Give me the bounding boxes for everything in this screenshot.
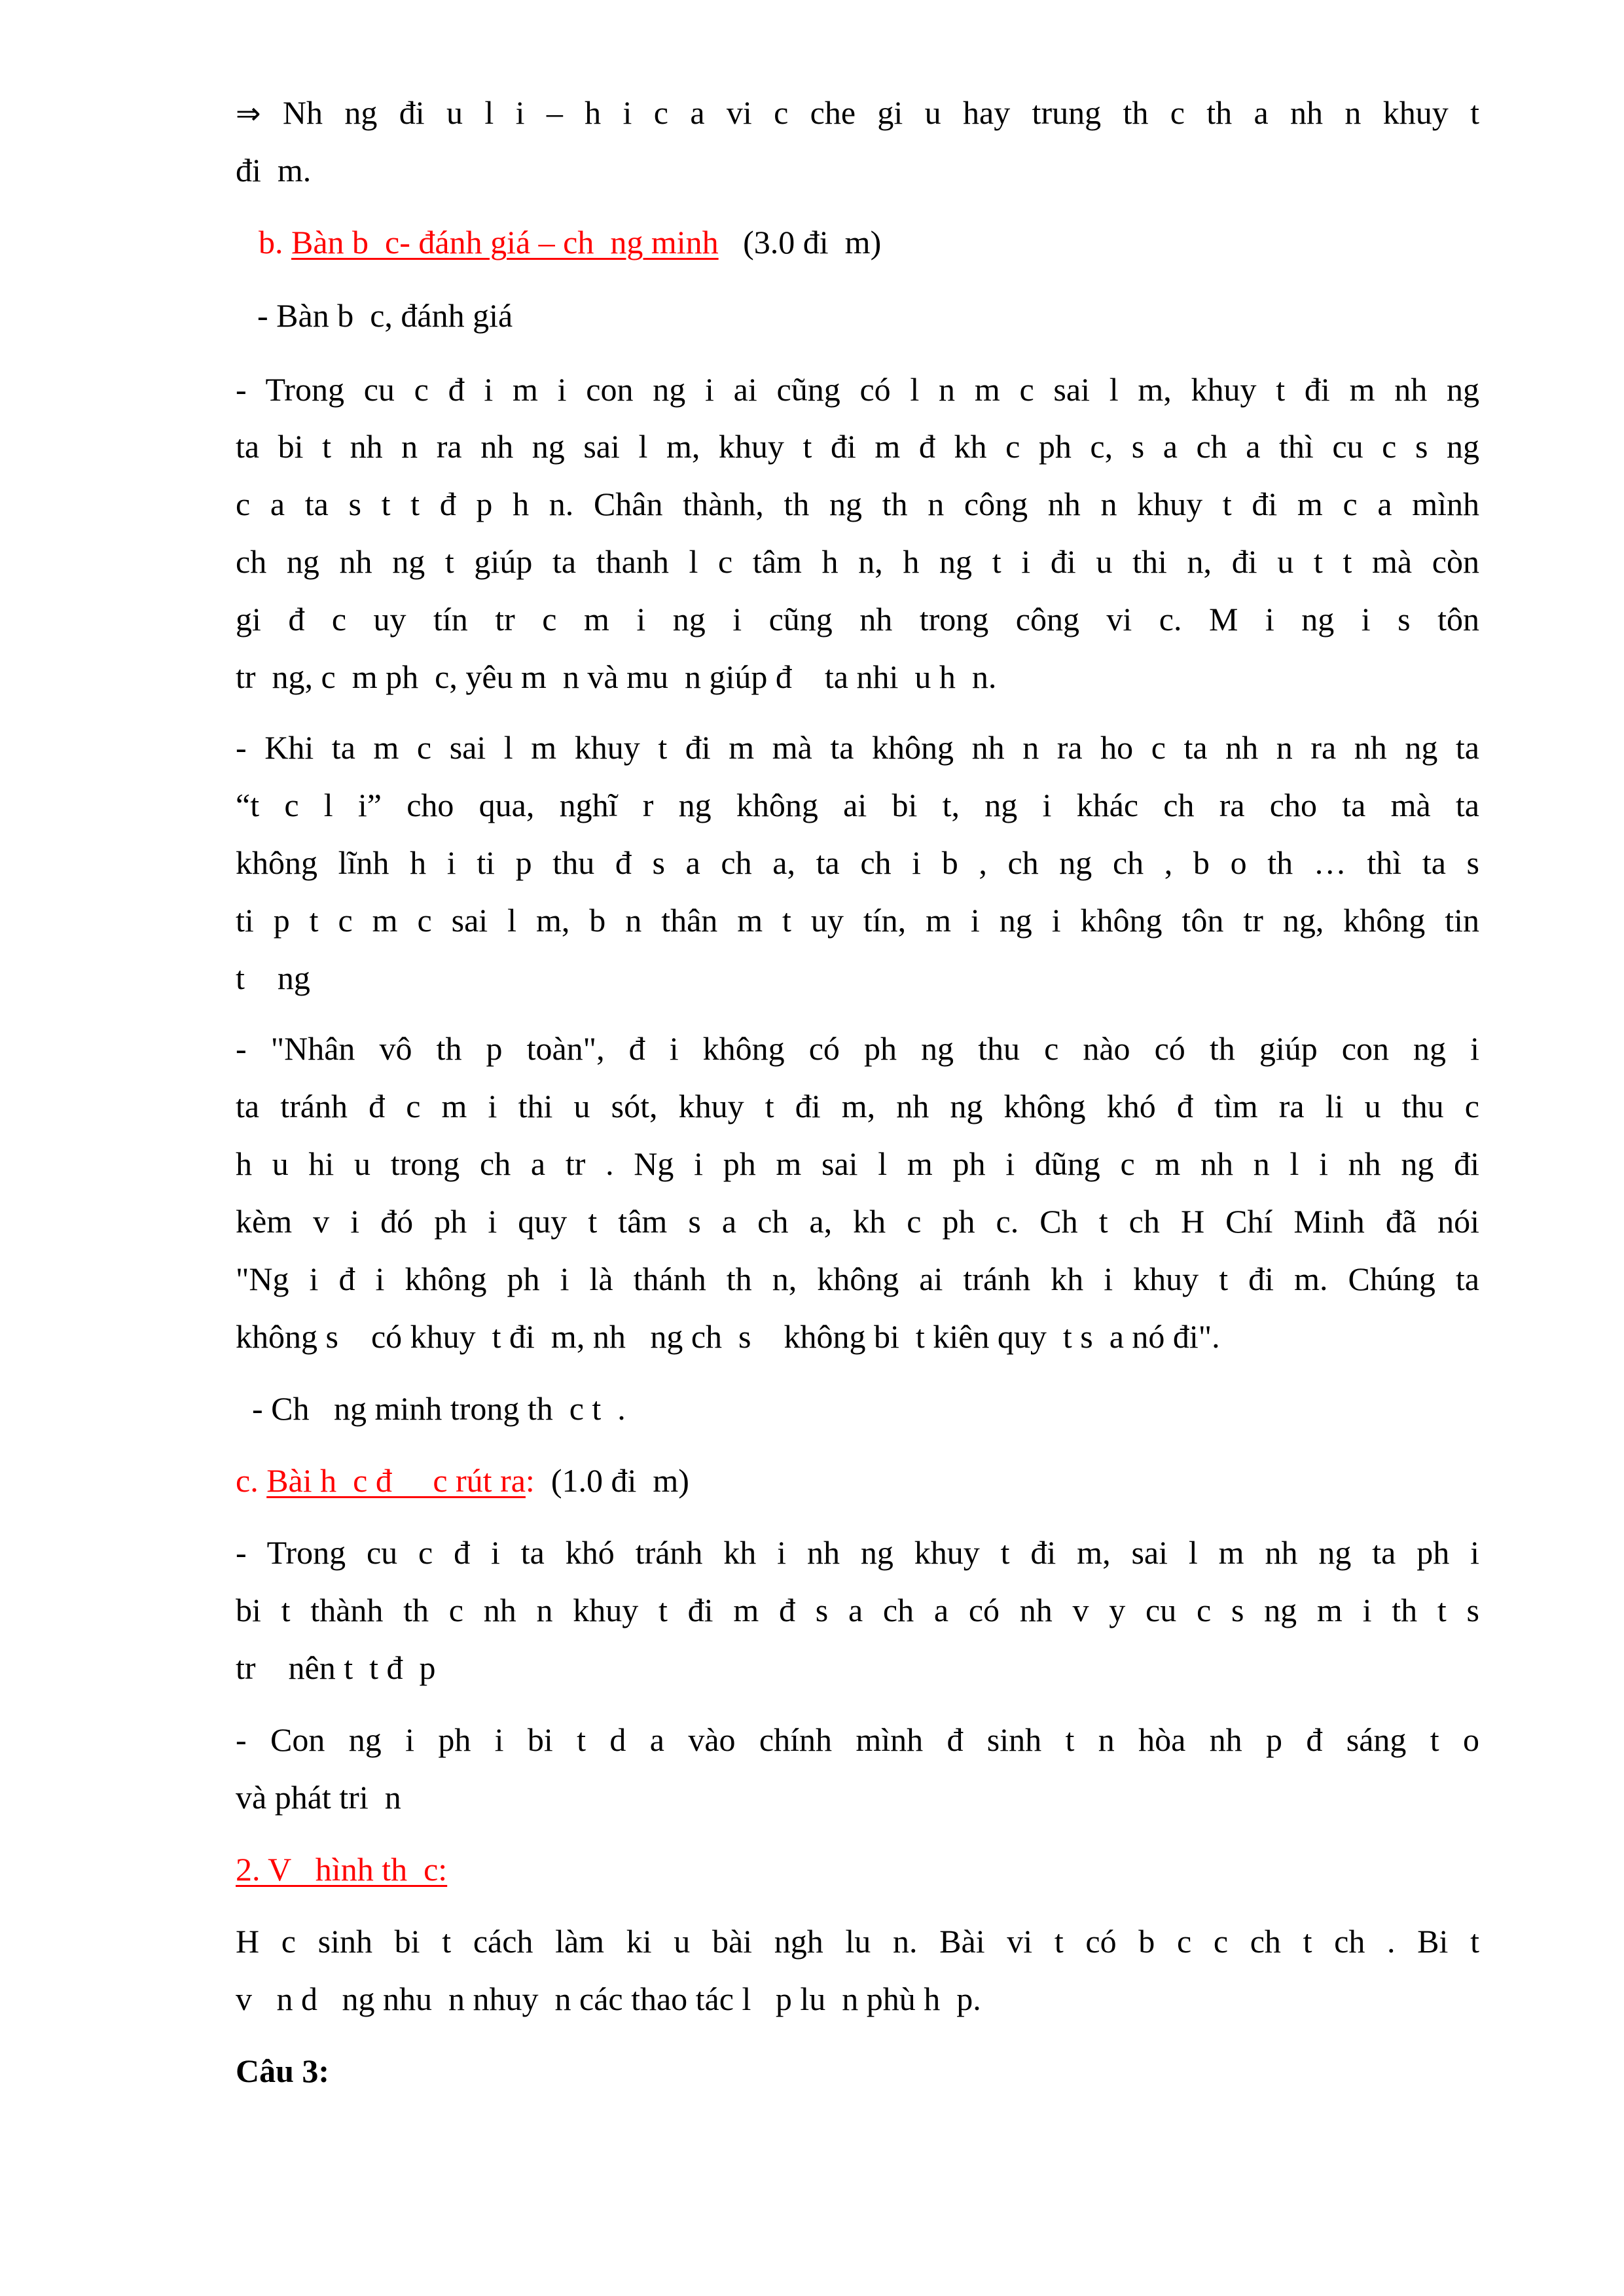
- paragraph-1-line-1: - Trong cu c đ i m i con ng i ai cũng có l n m c sai l m, khuy t đi m nh ng: [236, 371, 1479, 408]
- paragraph-6-line-2: v n d ng nhu n nhuy n các thao tác l p lu n phù h p.: [236, 1981, 981, 2017]
- section-c-score: (1.0 đi m): [534, 1462, 689, 1499]
- paragraph-2-line-2: “t c l i” cho qua, nghĩ r ng không ai bi t, ng i khác ch ra cho ta mà ta: [236, 787, 1479, 823]
- paragraph-2-line-5: t ng: [236, 960, 310, 996]
- paragraph-5-line-1: - Con ng i ph i bi t d a vào chính mình đ sinh t n hòa nh p đ sáng t o: [236, 1721, 1479, 1758]
- section-b-subheading: - Bàn b c, đánh giá: [241, 297, 513, 334]
- paragraph-3-line-4: kèm v i đó ph i quy t tâm s a ch a, kh c ph c. Ch t ch H Chí Minh đã nói: [236, 1203, 1479, 1240]
- paragraph-6-line-1: H c sinh bi t cách làm ki u bài ngh lu n. Bài vi t có b c c ch t ch . Bi t: [236, 1923, 1479, 1960]
- section-c-title: Bài h c đ c rút ra: [266, 1462, 526, 1499]
- paragraph-3-line-3: h u hi u trong ch a tr . Ng i ph m sai l m ph i dũng c m nh n l i nh ng đi: [236, 1145, 1479, 1182]
- paragraph-1-line-6: tr ng, c m ph c, yêu m n và mu n giúp đ ta nhi u h n.: [236, 658, 997, 695]
- section-b-heading: b. Bàn b c- đánh giá – ch ng minh (3.0 đi m): [259, 224, 882, 260]
- section-2-heading: 2. V hình th c:: [236, 1851, 448, 1888]
- implies-arrow-icon: ⇒: [236, 96, 261, 131]
- paragraph-2-line-4: ti p t c m c sai l m, b n thân m t uy tín, m i ng i không tôn tr ng, không tin: [236, 902, 1479, 939]
- paragraph-1-line-2: ta bi t nh n ra nh ng sai l m, khuy t đi m đ kh c ph c, s a ch a thì cu c s ng: [236, 428, 1479, 465]
- paragraph-2-line-3: không lĩnh h i ti p thu đ s a ch a, ta ch i b , ch ng ch , b o th … thì ta s: [236, 844, 1479, 881]
- paragraph-1-line-5: gi đ c uy tín tr c m i ng i cũng nh trong công vi c. M i ng i s tôn: [236, 601, 1479, 637]
- paragraph-4-line-1: - Trong cu c đ i ta khó tránh kh i nh ng khuy t đi m, sai l m nh ng ta ph i: [236, 1534, 1479, 1571]
- paragraph-4-line-2: bi t thành th c nh n khuy t đi m đ s a ch a có nh v y cu c s ng m i th t s: [236, 1592, 1479, 1628]
- paragraph-4-line-3: tr nên t t đ p: [236, 1649, 436, 1686]
- paragraph-3-line-5: "Ng i đ i không ph i là thánh th n, không ai tránh kh i khuy t đi m. Chúng ta: [236, 1261, 1479, 1297]
- question-3-heading: Câu 3:: [236, 2053, 330, 2089]
- section-c-heading: c. Bài h c đ c rút ra: (1.0 đi m): [236, 1462, 689, 1499]
- paragraph-2-line-1: - Khi ta m c sai l m khuy t đi m mà ta không nh n ra ho c ta nh n ra nh ng ta: [236, 729, 1479, 766]
- paragraph-3-line-2: ta tránh đ c m i thi u sót, khuy t đi m, nh ng không khó đ tìm ra li u thu c: [236, 1088, 1479, 1124]
- conclusion-line-2: đi m.: [236, 152, 312, 188]
- paragraph-3-line-1: - "Nhân vô th p toàn", đ i không có ph ng thu c nào có th giúp con ng i: [236, 1030, 1479, 1067]
- paragraph-5-line-2: và phát tri n: [236, 1779, 401, 1816]
- paragraph-3-line-6: không s có khuy t đi m, nh ng ch s không bi t kiên quy t s a nó đi".: [236, 1318, 1220, 1355]
- proof-subheading: - Ch ng minh trong th c t .: [236, 1390, 626, 1427]
- paragraph-1-line-4: ch ng nh ng t giúp ta thanh l c tâm h n, h ng t i đi u thi n, đi u t t mà còn: [236, 543, 1479, 580]
- section-b-score: (3.0 đi m): [718, 224, 882, 260]
- conclusion-line-1: ⇒ Nh ng đi u l i – h i c a vi c che gi u hay trung th c th a nh n khuy t: [236, 94, 1479, 131]
- section-b-title: Bàn b c- đánh giá – ch ng minh: [291, 224, 719, 260]
- paragraph-1-line-3: c a ta s t t đ p h n. Chân thành, th ng th n công nh n khuy t đi m c a mình: [236, 486, 1479, 522]
